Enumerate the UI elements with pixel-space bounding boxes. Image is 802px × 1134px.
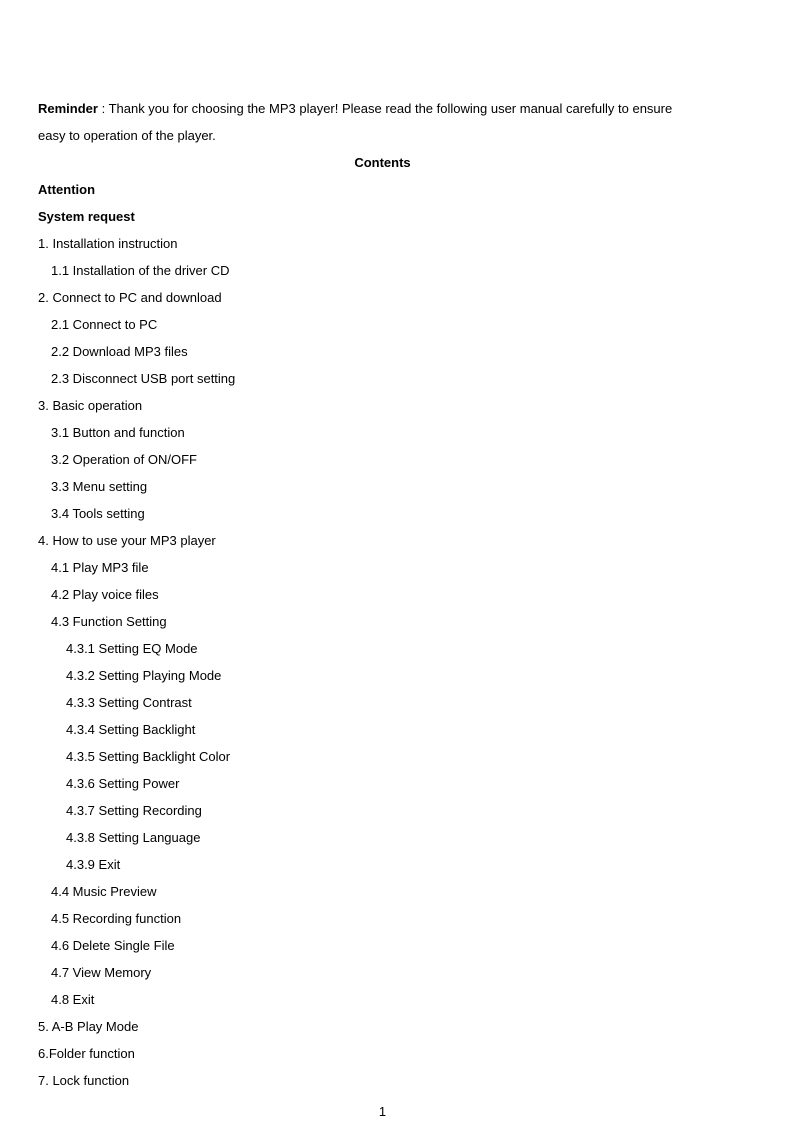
toc-item: 4. How to use your MP3 player [38,533,216,548]
toc-item: 2. Connect to PC and download [38,290,222,305]
toc-item: System request [38,209,135,224]
contents-title: Contents [354,155,411,170]
reminder-text-line1: : Thank you for choosing the MP3 player! Please read the following user manual carefully to ensure [97,101,673,116]
toc-item: 4.3.8 Setting Language [66,830,201,845]
toc-item: 5. A-B Play Mode [38,1019,139,1034]
toc-item: 4.3.6 Setting Power [66,776,180,791]
toc-item: 4.6 Delete Single File [51,938,175,953]
toc-item: 3.2 Operation of ON/OFF [51,452,197,467]
toc-item: 6.Folder function [38,1046,135,1061]
toc-item: 4.7 View Memory [51,965,152,980]
toc-item: 2.3 Disconnect USB port setting [51,371,236,386]
toc-item: 4.3.4 Setting Backlight [66,722,196,737]
toc-item: 2.2 Download MP3 files [51,344,188,359]
toc-item: 4.2 Play voice files [51,587,159,602]
toc-item: Attention [38,182,96,197]
toc-item: 3.4 Tools setting [51,506,145,521]
toc-item: 4.4 Music Preview [51,884,157,899]
toc-item: 4.5 Recording function [51,911,182,926]
toc-item: 4.3.7 Setting Recording [66,803,202,818]
page-number: 1 [378,1104,387,1119]
reminder-text-line2: easy to operation of the player. [38,128,216,143]
toc-item: 4.3.5 Setting Backlight Color [66,749,231,764]
toc-item: 4.3.3 Setting Contrast [66,695,192,710]
toc-item: 4.8 Exit [51,992,95,1007]
toc-item: 7. Lock function [38,1073,130,1088]
reminder-label: Reminder [38,101,98,116]
toc-item: 1. Installation instruction [38,236,178,251]
toc-item: 3.3 Menu setting [51,479,148,494]
toc-item: 4.3.1 Setting EQ Mode [66,641,198,656]
toc-item: 3. Basic operation [38,398,143,413]
toc-list [38,176,727,1094]
toc-item: 4.1 Play MP3 file [51,560,149,575]
toc-item: 1.1 Installation of the driver CD [51,263,230,278]
toc-item: 3.1 Button and function [51,425,185,440]
toc-item: 4.3.2 Setting Playing Mode [66,668,222,683]
toc-item: 4.3.9 Exit [66,857,121,872]
toc-item: 4.3 Function Setting [51,614,167,629]
reminder-paragraph [38,95,727,149]
toc-item: 2.1 Connect to PC [51,317,158,332]
